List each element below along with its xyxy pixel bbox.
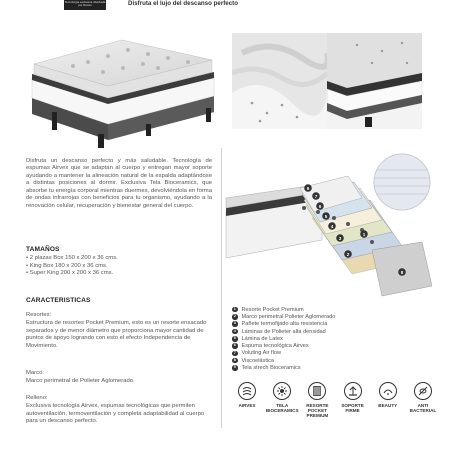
callout-number: 7 — [314, 193, 318, 199]
frame-text: Marco perimetral de Polieter Aglomerado. — [26, 378, 135, 385]
legend-item — [232, 321, 335, 328]
springs-block — [26, 312, 216, 350]
beauty-icon — [379, 382, 397, 400]
legend-label: Resorte Pocket Premium — [241, 306, 304, 313]
legend-item — [232, 364, 335, 371]
feature-antibacterial — [408, 382, 438, 418]
icon-label: RESORTE POCKET PREMIUM — [306, 403, 329, 418]
icon-label: ANTI BACTERIAL — [409, 403, 437, 413]
soporte-firme-icon — [344, 382, 362, 400]
legend-number: 2 — [233, 314, 236, 319]
icon-label: TELA BIOCERAMICS — [265, 403, 299, 413]
legend-label: Láminas de Polieter alta densidad — [241, 328, 326, 335]
legend-number: 3 — [233, 321, 236, 326]
icon-label: AIRVEX — [238, 403, 256, 408]
frame-title: Marco: — [26, 370, 45, 376]
size-item: • 2 plazas Box 150 x 200 x 36 cms. — [26, 255, 118, 261]
feature-airvex — [232, 382, 262, 418]
legend-item — [232, 306, 335, 313]
legend-label: Pañete termofijado alta resistencia — [241, 321, 328, 328]
feature-beauty — [373, 382, 403, 418]
resorte-pocket-icon — [308, 382, 326, 400]
mattress-layers-diagram — [222, 150, 440, 305]
size-item: • Super King 200 x 200 x 36 cms. — [26, 270, 114, 276]
callout-number: 6 — [318, 203, 322, 209]
legend-number: 4 — [233, 328, 236, 333]
legend-label: Voluting Air flow — [241, 350, 281, 357]
callout-number: 3 — [338, 235, 342, 241]
legend-label: Lámina de Latex — [241, 335, 283, 342]
filling-title: Relleno: — [26, 395, 48, 401]
filling-block — [26, 395, 216, 426]
sizes-list — [26, 255, 118, 278]
callout-number: 4 — [330, 223, 334, 229]
legend-number: 5 — [233, 336, 236, 341]
springs-text: Estructura de resortes Pocket Premium, esto es un resorte ensacado separados y de menor diámetro que proporciona mayor cantidad de puntos de apoyo logrando con esto el efecto Independencia de Movimiento. — [26, 320, 207, 349]
mattress-corner-photo — [327, 33, 422, 129]
airvex-icon — [238, 382, 256, 400]
legend-number: 7 — [233, 350, 236, 355]
fabric-detail-photo — [232, 33, 327, 129]
feature-firm-support — [338, 382, 368, 418]
legend-label: Marco perimetral Polieter Aglomerado — [241, 313, 336, 320]
legend-item — [232, 357, 335, 364]
feature-icons-row — [232, 382, 438, 418]
legend-label: Viscoelástica — [241, 357, 275, 364]
frame-block — [26, 370, 216, 386]
legend-item — [232, 350, 335, 357]
layer-legend — [232, 306, 335, 372]
callout-number: 5 — [324, 213, 328, 219]
page-tagline: Disfruta el lujo del descanso perfecto — [128, 0, 239, 7]
legend-item — [232, 335, 335, 342]
legend-label: Espuma tecnológica Airvex — [241, 343, 309, 350]
legend-number: 8 — [233, 357, 236, 362]
legend-number: 9 — [233, 365, 236, 370]
sizes-title: TAMAÑOS — [26, 246, 60, 253]
legend-item — [232, 342, 335, 349]
feature-bioceramics — [267, 382, 297, 418]
legend-item — [232, 313, 335, 320]
icon-label: SOPORTE FIRME — [341, 403, 364, 413]
legend-item — [232, 328, 335, 335]
anti-bacterial-icon — [414, 382, 432, 400]
brand-badge: Tecnología exclusiva diseñada por Rosen — [64, 0, 106, 10]
callout-number: 9 — [306, 185, 310, 191]
legend-number: 6 — [233, 343, 236, 348]
bed-product-image — [28, 28, 218, 156]
legend-label: Tela strech Bioceramics — [241, 365, 301, 372]
callout-number: 1 — [362, 231, 366, 237]
legend-number: 1 — [233, 306, 236, 311]
callout-number: 8 — [400, 269, 404, 275]
callout-number: 2 — [346, 251, 350, 257]
product-description: Disfruta un descanso perfecto y más saludable. Tecnología de espumas Airvex que se adaptan al cuerpo y entregan mayor soporte ayudando a mantener la alineación natural de la espalda adaptándose a distintas posiciones al dormir. Exclusiva Tela Bioceramics, que absorbe tu energía corporal mientras duermes, devolviéndola en forma de ondas infrarrojas con beneficios para tu organismo, ayudando a la renovación celular, recuperación y bienestar general del cuerpo. — [26, 158, 212, 209]
icon-label: BEAUTY — [378, 403, 398, 408]
springs-title: Resortes: — [26, 312, 52, 318]
size-item: • King Box 180 x 200 x 36 cms. — [26, 262, 108, 269]
features-title: CARACTERISTICAS — [26, 297, 91, 304]
feature-pocket-springs — [302, 382, 332, 418]
tela-bioceramics-icon — [273, 382, 291, 400]
filling-text: Exclusiva tecnología Airvex, espumas tecnológicas que permiten autoventilación, termoventilación y completa adaptabilidad al cuerpo para un descanso perfecto. — [26, 403, 205, 425]
